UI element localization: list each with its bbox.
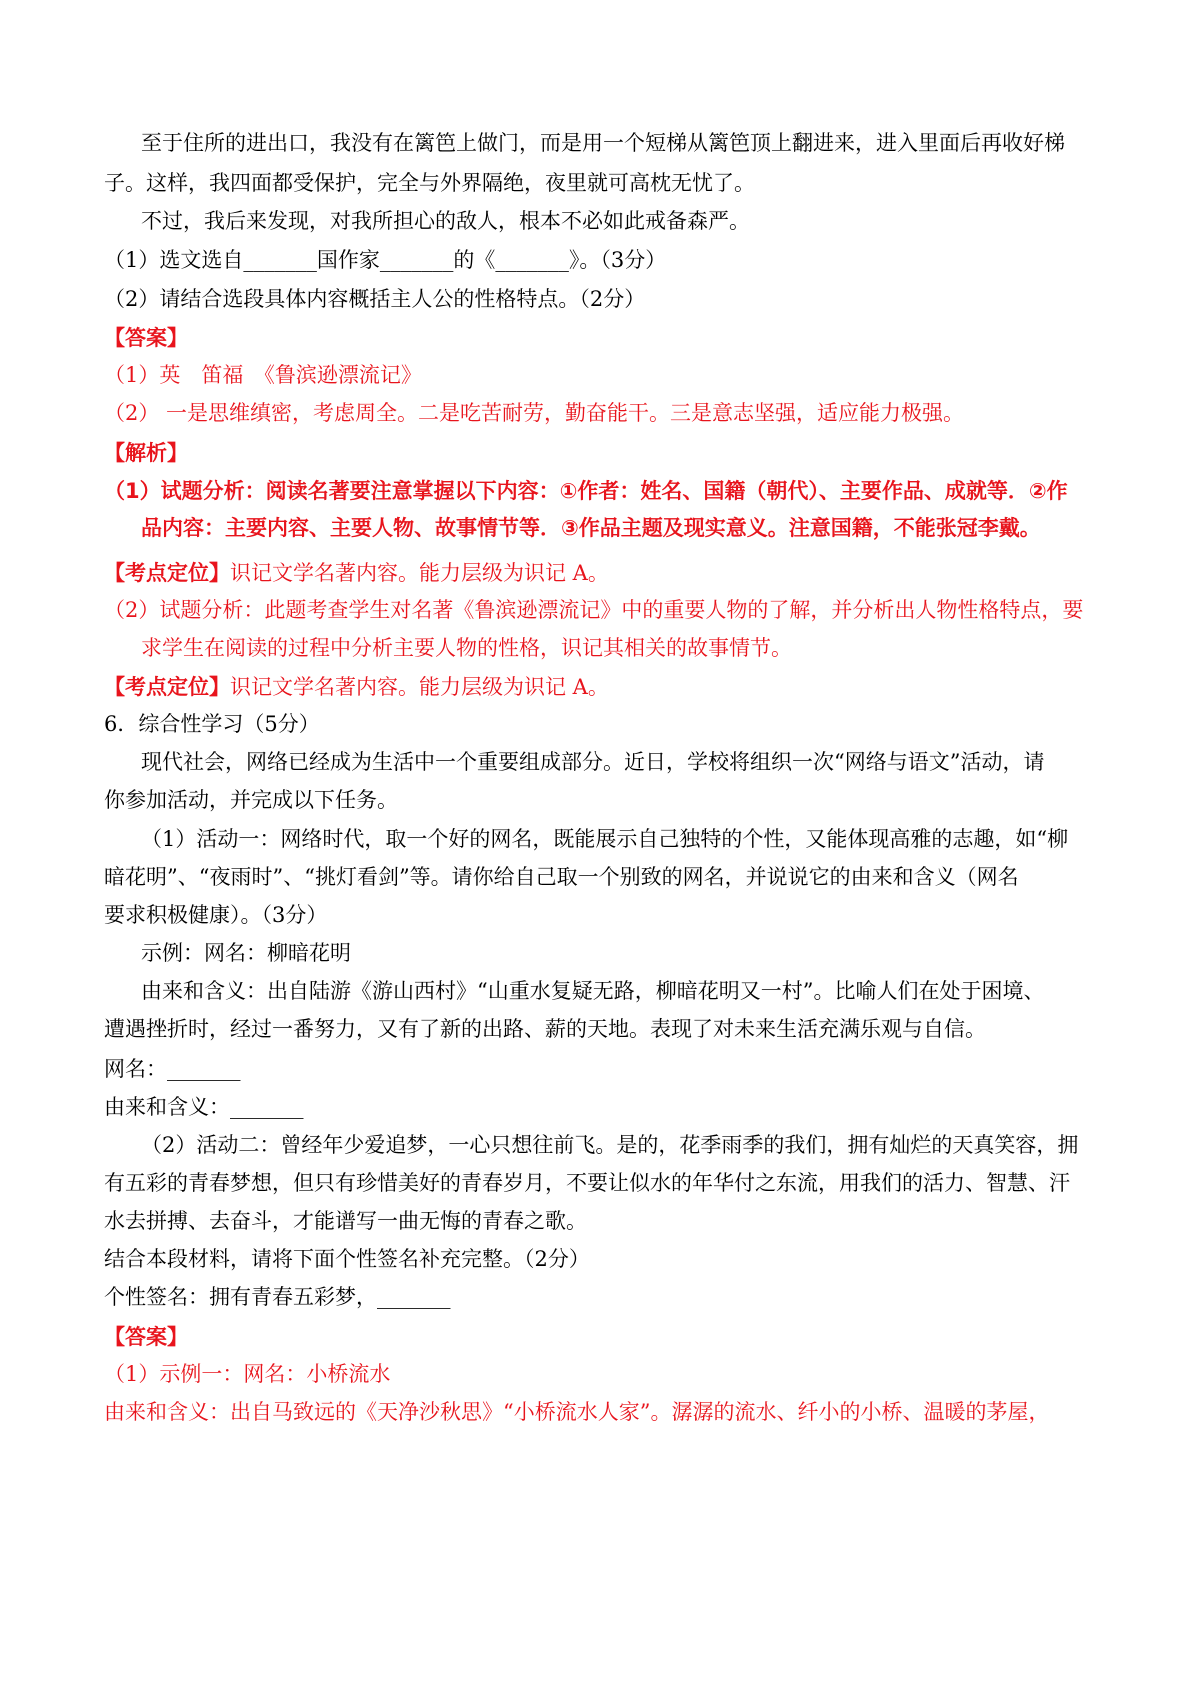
question-6-intro: 现代社会，网络已经成为生活中一个重要组成部分。近日，学校将组织一次“网络与语文”活动，请 xyxy=(141,750,1045,774)
analysis-5-1-line: 品内容：主要内容、主要人物、故事情节等．③作品主题及现实意义。注意国籍，不能张冠李戴。 xyxy=(141,516,1041,540)
passage-line: 至于住所的进出口，我没有在篱笆上做门，而是用一个短梯从篱笆顶上翻进来，进入里面后再收好梯 xyxy=(141,131,1065,155)
activity-2-line: 有五彩的青春梦想，但只有珍惜美好的青春岁月，不要让似水的年华付之东流，用我们的活力、智慧、汗 xyxy=(104,1171,1070,1195)
question-6-intro: 你参加活动，并完成以下任务。 xyxy=(104,788,398,812)
analysis-5-2-line: 求学生在阅读的过程中分析主要人物的性格，识记其相关的故事情节。 xyxy=(141,636,792,660)
key-point-5-2 xyxy=(104,676,609,698)
analysis-tag: 【解析】 xyxy=(104,440,188,465)
analysis-5-2-line: （2）试题分析：此题考查学生对名著《鲁滨逊漂流记》中的重要人物的了解，并分析出人物性格特点，要 xyxy=(104,598,1084,622)
example-origin: 由来和含义：出自陆游《游山西村》“山重水复疑无路，柳暗花明又一村”。比喻人们在处于困境、 xyxy=(141,979,1045,1003)
blank-net-name: 网名：_______ xyxy=(104,1057,241,1081)
key-point-5-1 xyxy=(104,562,609,584)
key-point-tag: 【考点定位】 xyxy=(104,674,230,699)
example-name: 示例：网名：柳暗花明 xyxy=(141,941,351,965)
key-point-tag: 【考点定位】 xyxy=(104,560,230,585)
activity-2-line: 水去拼搏、去奋斗，才能谱写一曲无悔的青春之歌。 xyxy=(104,1209,587,1233)
activity-2-line: （2）活动二：曾经年少爱追梦，一心只想往前飞。是的，花季雨季的我们，拥有灿烂的天真笑容，拥 xyxy=(141,1133,1079,1157)
answer-tag: 【答案】 xyxy=(104,1324,188,1349)
question-6-title: 6．综合性学习（5分） xyxy=(104,712,320,736)
answer-5-2: （2） 一是思维缜密，考虑周全。二是吃苦耐劳，勤奋能干。三是意志坚强，适应能力极强。 xyxy=(104,401,965,425)
analysis-5-1-line: （1）试题分析：阅读名著要注意掌握以下内容：①作者：姓名、国籍（朝代）、主要作品、成就等．②作 xyxy=(104,479,1068,503)
activity-1-line: （1）活动一：网络时代，取一个好的网名，既能展示自己独特的个性，又能体现高雅的志趣，如“柳 xyxy=(141,827,1069,851)
blank-origin: 由来和含义：_______ xyxy=(104,1095,304,1119)
key-point-text: 识记文学名著内容。能力层级为识记 A。 xyxy=(230,561,609,585)
activity-2-task: 结合本段材料，请将下面个性签名补充完整。（2分） xyxy=(104,1247,590,1271)
passage-line: 子。这样，我四面都受保护，完全与外界隔绝，夜里就可高枕无忧了。 xyxy=(104,171,755,195)
signature-blank: 个性签名：拥有青春五彩梦，_______ xyxy=(104,1285,451,1309)
question-5-2: （2）请结合选段具体内容概括主人公的性格特点。（2分） xyxy=(104,287,646,311)
answer-6-1: （1）示例一：网名：小桥流水 xyxy=(104,1362,391,1386)
answer-6-1-origin: 由来和含义：出自马致远的《天净沙秋思》“小桥流水人家”。潺潺的流水、纤小的小桥、温暖的茅屋， xyxy=(104,1400,1050,1424)
activity-1-line: 暗花明”、“夜雨时”、“挑灯看剑”等。请你给自己取一个别致的网名，并说说它的由来和含义（网名 xyxy=(104,865,1019,889)
activity-1-line: 要求积极健康）。（3分） xyxy=(104,903,328,927)
answer-5-1: （1）英 笛福 《鲁滨逊漂流记》 xyxy=(104,363,422,387)
answer-tag: 【答案】 xyxy=(104,325,188,350)
passage-line: 不过，我后来发现，对我所担心的敌人，根本不必如此戒备森严。 xyxy=(141,209,750,233)
key-point-text: 识记文学名著内容。能力层级为识记 A。 xyxy=(230,675,609,699)
example-origin: 遭遇挫折时，经过一番努力，又有了新的出路、薪的天地。表现了对未来生活充满乐观与自信。 xyxy=(104,1017,986,1041)
question-5-1: （1）选文选自_______国作家_______的《_______》。（3分） xyxy=(104,248,667,272)
